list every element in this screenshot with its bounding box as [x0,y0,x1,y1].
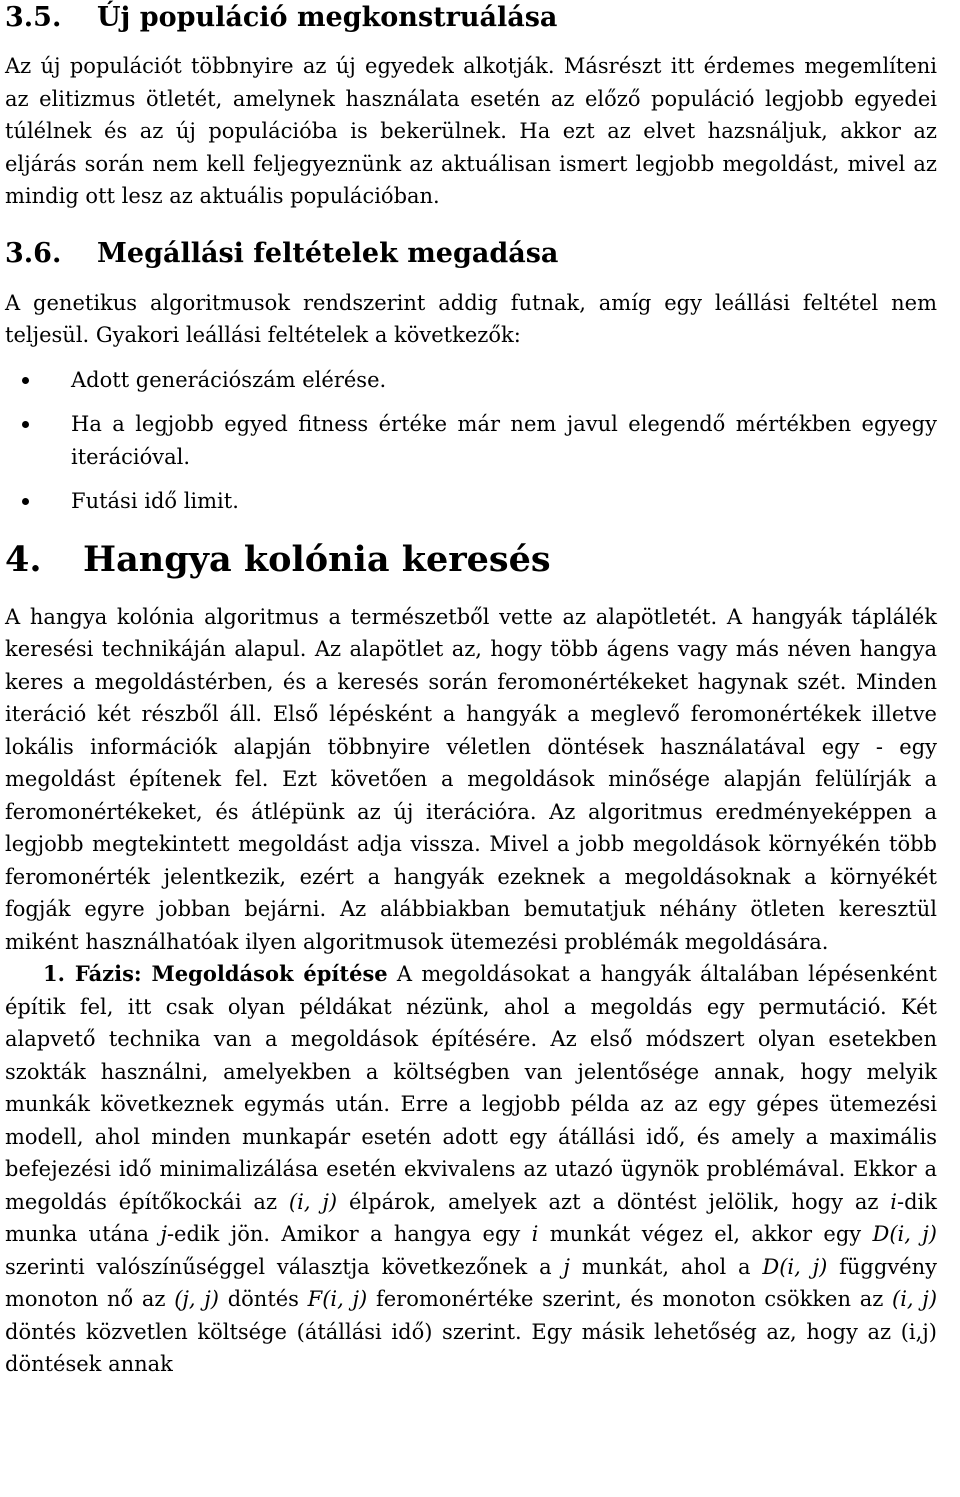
phase-text: A megoldásokat a hangyák általában lépésenként építik fel, itt csak olyan példákat nézünk, ahol a megoldás egy permutáció. Két alapvető technika van a megoldások építésére. Az első módszert olyan esetekben szokták használni, amelyekben a költségben van jelentősége annak, hogy melyik munkák következnek egymás után. Erre a legjobb példa az az egy gépes ütemezési modell, ahol minden munkapár esetén adott egy átállási idő, és amely a maximális befejezési idő minimalizálása esetén ekvivalens az utazó ügynök problémával. Ekkor a megoldás építőkockái az [5,962,937,1214]
list-item-text: Ha a legjobb egyed fitness értéke már nem javul elegendő mértékben egyegy iterációval. [71,412,937,469]
phase-text: feromonértéke szerint, és monoton csökken az [367,1287,893,1311]
bullet-icon [22,421,29,428]
math-expression: j [160,1222,167,1246]
section-number: 4. [5,538,42,580]
section-title: Új populáció megkonstruálása [97,2,558,33]
section-4-heading [5,538,937,582]
phase-label: 1. Fázis: Megoldások építése [43,961,388,986]
list-item-text: Futási idő limit. [71,489,239,513]
math-expression: D(i, j) [762,1254,828,1279]
page [5,0,937,1381]
math-expression: (i, j) [288,1189,338,1214]
section-3-6-heading [5,236,937,272]
phase-text: munkát végez el, akkor egy [538,1222,873,1246]
section-number: 3.6. [5,237,62,269]
math-expression: (i, j) [892,1287,938,1311]
math-expression: F(i, j) [307,1287,368,1311]
phase-text: élpárok, amelyek azt a döntést jelölik, hogy az [337,1189,891,1214]
phase-text: döntés közvetlen költsége (átállási idő) szerint. Egy másik lehetőség az, hogy az (i,j) döntések annak [5,1319,937,1376]
math-expression: j [563,1254,570,1279]
phase-text: függvény monoton nő az [5,1254,937,1311]
section-number: 3.5. [5,2,62,33]
bullet-icon [22,377,29,384]
list-item [5,408,937,473]
section-title: Hangya kolónia keresés [83,538,551,580]
phase-paragraph [5,958,937,1381]
section-3-5-heading [5,0,937,36]
section-3-5-paragraph: Az új populációt többnyire az új egyedek alkotják. Másrészt itt érdemes megemlíteni az elitizmus ötletét, amelynek használata esetén az előző populáció legjobb egyedei túlélnek és az új populációba is bekerülnek. Ha ezt az elvet hazsnáljuk, akkor az eljárás során nem kell feljegyeznünk az aktuálisan ismert legjobb megoldást, mivel az mindig ott lesz az aktuális populációban. [5,54,937,208]
list-item [5,364,937,397]
section-3-6-paragraph: A genetikus algoritmusok rendszerint addig futnak, amíg egy leállási feltétel nem teljesül. Gyakori leállási feltételek a következők: [5,290,937,347]
phase-text: -edik jön. Amikor a hangya egy [166,1222,532,1246]
math-expression: D(i, j) [872,1222,937,1246]
section-title: Megállási feltételek megadása [97,237,559,269]
stopping-criteria-list [5,364,937,518]
phase-text: munkát, ahol a [569,1254,763,1279]
phase-text: -dik munka utána [5,1189,937,1246]
list-item [5,485,937,518]
bullet-icon [22,498,29,505]
math-expression: i [531,1222,539,1246]
list-item-text: Adott generációszám elérése. [71,367,387,392]
math-expression: i [890,1189,898,1214]
phase-text: döntés [219,1287,308,1311]
phase-text: szerinti valószínűséggel választja következőnek a [5,1254,564,1279]
section-4-paragraph: A hangya kolónia algoritmus a természetből vette az alapötletét. A hangyák táplálék keresési technikáján alapul. Az alapötlet az, hogy több ágens vagy más néven hangya keres a megoldástérben, és a keresés során feromonértékeket hagynak szét. Minden iteráció két részből áll. Első lépésként a hangyák a meglevő feromonértékek illetve lokális információk alapján többnyire véletlen döntések használatával egy - egy megoldást építenek fel. Ezt követően a megoldások minősége alapján felülírják a feromonértékeket, és átlépünk az új iterációra. Az algoritmus eredményeképpen a legjobb megtekintett megoldást adja vissza. Mivel a jobb megoldások környékén több feromonérték jelentkezik, ezért a hangyák ezeknek a megoldásoknak a környékét fogják egyre jobban bejárni. Az alábbiakban bemutatjuk néhány ötleten keresztül miként használhatóak ilyen algoritmusok ütemezési problémák megoldására. [5,604,937,954]
math-expression: (j, j) [174,1287,219,1311]
